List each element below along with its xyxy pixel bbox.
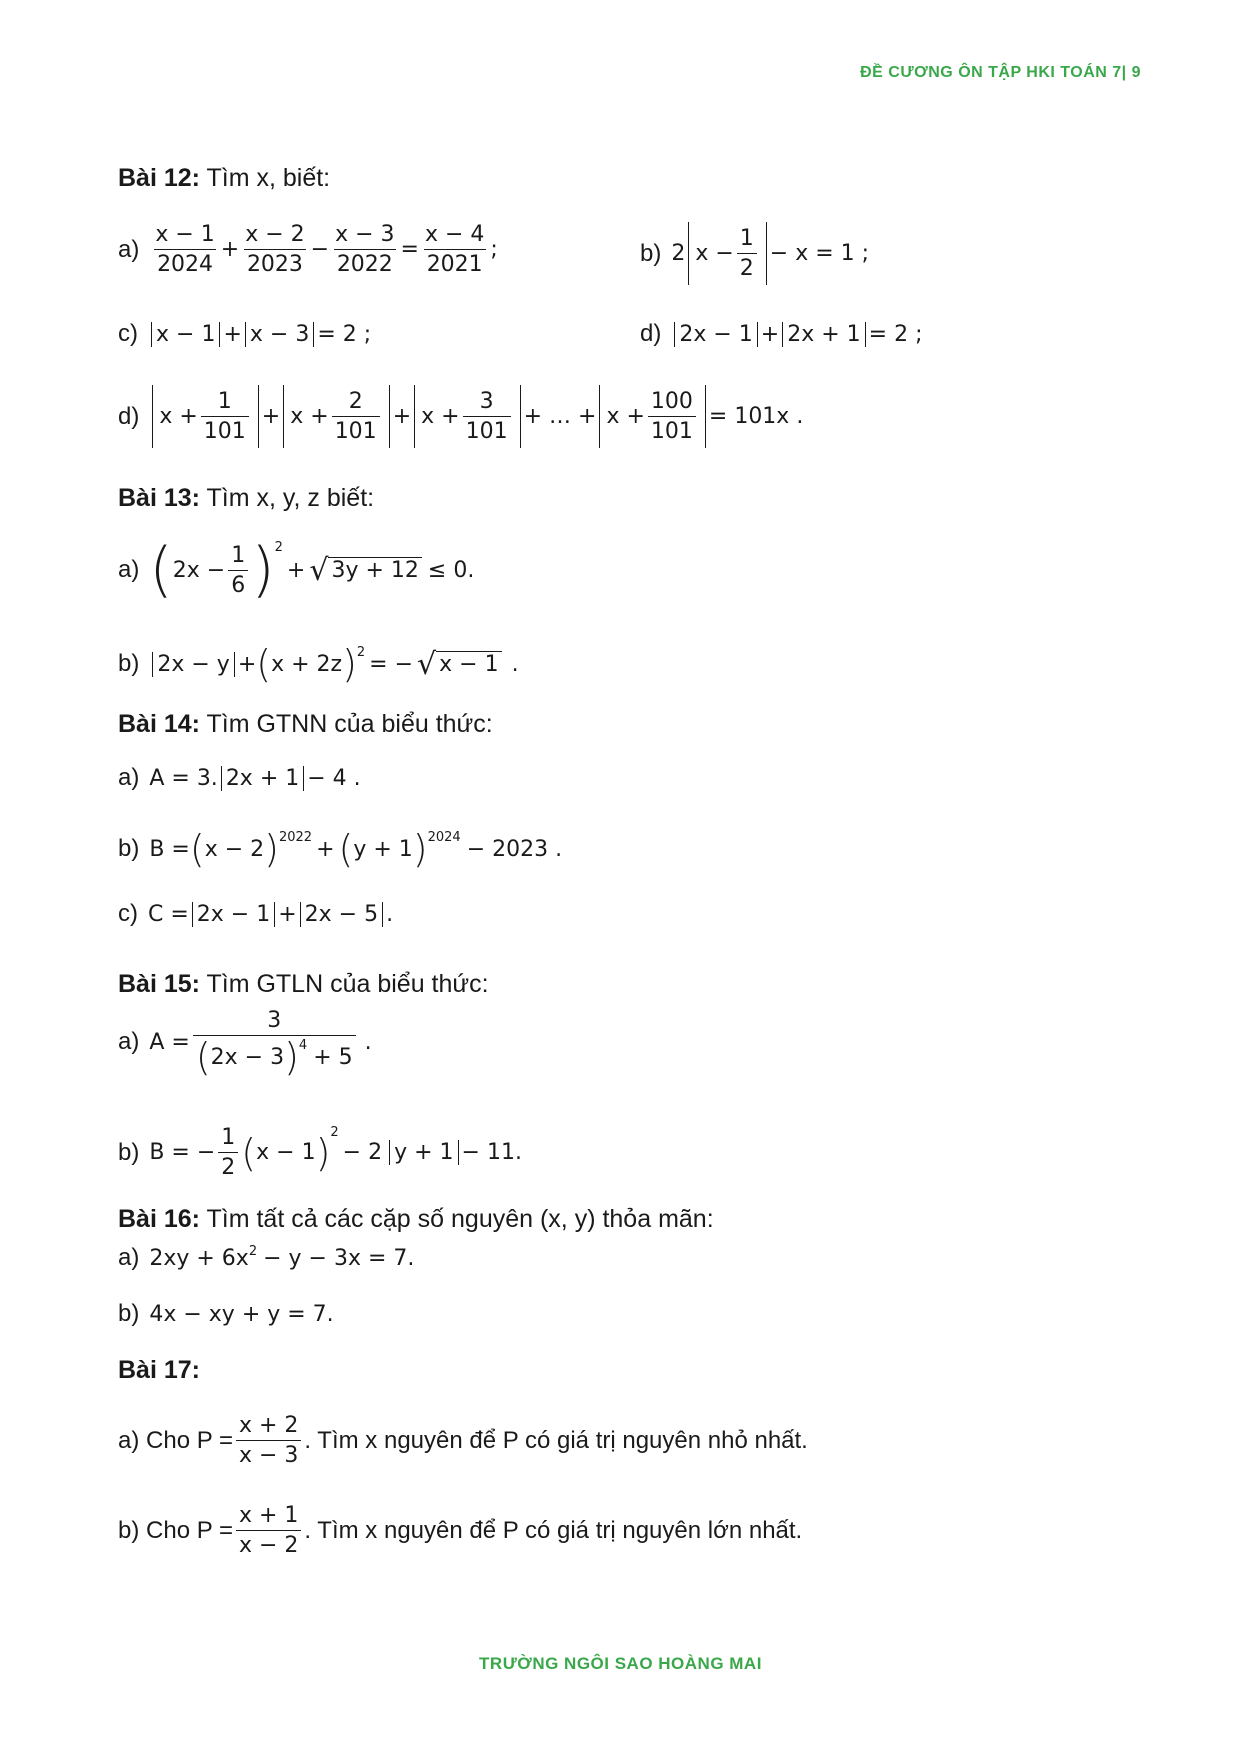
equation-rest: = 2 ; [317,321,372,347]
exponent: 2 [248,1244,258,1259]
exercise-17b [118,1503,802,1558]
exponent: 2022 [278,830,313,845]
radical-sign: √ [417,646,437,682]
fraction: $\frac{1}{101}$ [201,389,249,444]
item-label: d) [640,320,662,347]
absolute-value [152,385,258,448]
equation-rest: . [511,651,519,677]
ellipsis: + … + [523,404,597,429]
exponent: 2 [330,1125,339,1140]
paren-text: x + 2z [271,651,343,677]
paren-text: 2x − 3 [210,1044,285,1070]
exercise-14c: c) C = 2x − 1 + 2x − 5 . [118,900,394,927]
item-text: . Tìm x nguyên để P có giá trị nguyên lớn nhất. [304,1516,803,1544]
fraction: $\frac{3}{101}$ [463,389,511,444]
absolute-value [283,385,389,448]
coefficient: 2 [671,241,686,266]
exercise-13-number: Bài 13: [118,484,200,512]
exercise-14b [118,827,563,871]
equation-rest: − y − 3x = 7. [263,1245,415,1271]
item-label: d) [118,402,140,430]
item-label: a) [118,1028,140,1055]
exercise-15-instruction: Tìm GTLN của biểu thức: [199,970,489,998]
exponent: 4 [298,1038,308,1053]
item-label: a) [118,1244,140,1271]
exercise-16-instruction: Tìm tất cả các cặp số nguyên (x, y) thỏa mãn: [199,1205,714,1233]
item-label: a) Cho P = [118,1426,233,1454]
exercise-12c: c) x − 1 + x − 3 = 2 ; [118,320,372,347]
right-paren: ) [315,1130,331,1175]
right-paren: ) [264,827,279,871]
item-label: b) Cho P = [118,1516,233,1544]
exercise-14a [118,764,361,792]
paren-text: x − 1 [256,1140,316,1165]
equation-start: B = − [149,1140,216,1165]
right-paren: ) [342,642,357,686]
exercise-16-title [118,1205,714,1234]
equation-rest: ≤ 0. [427,557,475,583]
fraction: $\frac{1}{2}$ [218,1125,238,1180]
left-paren: ( [195,1035,211,1079]
absolute-value [414,385,520,448]
fraction: $\frac{100}{101}$ [648,389,696,444]
square-root [309,553,422,588]
absolute-value: 2x + 1 [782,322,865,347]
fraction: $\frac{x + 1}{x - 2}$ [236,1503,301,1558]
exercise-13b: b) 2x − y + ( x + 2z ) $^2$ = − √ x − 1 . [118,642,519,686]
equation-rest: = 2 ; [868,321,923,347]
fraction: $\frac{1}{6}$ [228,543,248,598]
radicand: 3y + 12 [328,557,421,583]
exercise-15-number: Bài 15: [118,970,200,998]
left-paren: ( [256,642,272,686]
exercise-13-instruction: Tìm x, y, z biết: [199,484,375,512]
absolute-value: 2x − 1 [674,322,757,347]
equation-rest: − x = 1 ; [769,241,870,266]
abs-text: x + [159,404,198,429]
absolute-value: x − 3 [245,322,314,347]
exercise-12a: a) x − 1 2024 + x − 2 2023 − x − 3 2022 = x − 4 2021 ; [118,222,498,277]
fraction: $\frac{x + 2}{x - 3}$ [236,1413,301,1468]
absolute-value: x − 1 [151,322,220,347]
right-paren: ) [284,1035,299,1079]
exercise-16b [118,1300,334,1328]
exercise-12-number: Bài 12: [118,164,200,192]
numerator: 3 [267,1008,282,1033]
equation-rest: . [386,901,394,927]
item-label: b) [118,1138,140,1166]
right-paren: ) [412,827,428,871]
exercise-17-number: Bài 17: [118,1356,200,1384]
exercise-14-title [118,710,493,739]
abs-text: x + [606,404,645,429]
equation-start: 2xy + 6x [149,1245,249,1271]
absolute-value: y + 1 [389,1140,458,1165]
equation-rest: = 101x . [708,404,804,429]
plus-sign: + [286,557,306,583]
denominator-rest: + 5 [313,1044,353,1070]
right-paren: ) [251,535,275,605]
absolute-value [599,385,705,448]
plus-sign: + [316,836,335,862]
equation-rest: . [364,1029,372,1055]
exercise-13a [118,535,475,605]
fraction [193,1008,356,1079]
item-label: a) [118,556,140,583]
equation-rest: − 11. [461,1140,522,1165]
item-label: b) [640,239,662,267]
equation-rest: − 2023 . [466,836,563,862]
left-paren: ( [338,827,354,871]
exercise-15a [118,1008,372,1079]
equation-start: A = 3. [149,765,218,791]
equation-rest: − 4 . [307,765,361,791]
fraction: x − 1 2024 [155,222,215,277]
radical-sign: √ [309,552,329,588]
exercise-15b [118,1125,522,1180]
left-paren: ( [189,827,205,871]
absolute-value [688,222,766,285]
exponent: 2 [356,645,366,660]
absolute-value: 2x − y [152,652,234,677]
equation: 4x − xy + y = 7. [149,1301,334,1327]
abs-text: x − [695,241,734,266]
exercise-17a [118,1413,808,1468]
item-label: b) [118,650,140,677]
square-root [417,647,502,682]
exercise-13-title [118,484,374,513]
exercise-12b [640,222,869,285]
absolute-value: 2x + 1 [221,766,304,791]
item-label: a) [118,764,140,791]
absolute-value: 2x − 5 [300,902,383,927]
item-label: b) [118,1300,140,1327]
equals-minus: = − [369,651,414,677]
exercise-14-instruction: Tìm GTNN của biểu thức: [199,710,493,738]
item-label: c) [118,320,138,347]
page-header: ĐỀ CƯƠNG ÔN TẬP HKI TOÁN 7| 9 [860,64,1141,81]
exercise-16a [118,1244,414,1272]
item-label: c) [118,900,138,927]
item-text: . Tìm x nguyên để P có giá trị nguyên nhỏ nhất. [304,1426,808,1454]
page-footer: TRƯỜNG NGÔI SAO HOÀNG MAI [479,1654,762,1673]
fraction: x − 3 2022 [335,222,395,277]
item-label: a) [118,235,140,263]
exercise-15-title [118,970,489,999]
exercise-17-title [118,1356,200,1385]
exercise-12d: d) 2x − 1 + 2x + 1 = 2 ; [640,320,923,347]
exercise-12-title [118,164,330,193]
absolute-value: 2x − 1 [192,902,275,927]
fraction: x − 2 2023 [245,222,305,277]
exercise-12e: d) x + $\frac{1}{101}$ + x + $\frac{2}{101}$ + x + $\frac{3}{101}$ + … + x + $\frac{100}{101}$ = 101x . [118,385,803,448]
left-paren: ( [241,1130,257,1175]
exercise-12-instruction: Tìm x, biết: [199,164,331,192]
denominator [193,1035,356,1079]
fraction: $\frac{1}{2}$ [737,226,757,281]
item-label: b) [118,835,140,862]
equation-middle: − 2 [342,1140,383,1165]
paren-text: x − 2 [204,836,265,862]
fraction: $\frac{2}{101}$ [332,389,380,444]
paren-text: y + 1 [353,836,413,862]
equation-start: C = [148,901,189,927]
exercise-14-number: Bài 14: [118,710,200,738]
radicand: x − 1 [436,651,501,677]
paren-text: 2x − [172,557,226,583]
fraction: x − 4 2021 [424,222,485,277]
exponent: 2024 [427,830,461,845]
left-paren: ( [149,535,173,605]
exponent: 2 [274,540,283,555]
equation-start: A = [149,1029,190,1055]
abs-text: x + [290,404,329,429]
equation-start: B = [149,836,190,862]
exercise-16-number: Bài 16: [118,1205,200,1233]
abs-text: x + [421,404,460,429]
